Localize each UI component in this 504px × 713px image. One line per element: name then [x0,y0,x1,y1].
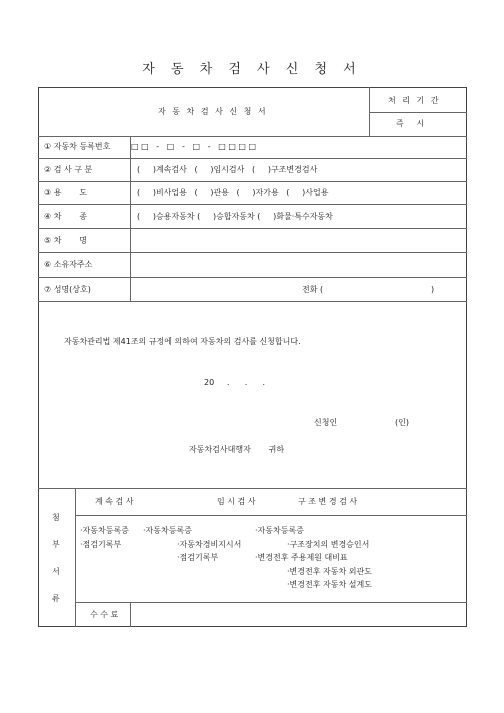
inspection-type-label: ② 검 사 구 분 [44,165,93,174]
continuous-item: ·점검기록부 [80,540,122,549]
col-structural-header: 구 조 변 경 검 사 [298,497,358,506]
temporary-item: ·자동차등록증 [143,526,192,535]
structural-item: ·변경전후 자동차 설계도 [287,580,372,589]
vehicle-kind-label: ④ 차 종 [44,212,87,221]
fee-line [75,602,467,603]
owner-address-label: ⑥ 소유자주소 [44,260,93,269]
col-temporary-header: 임 시 검 사 [217,497,256,506]
row-line [38,277,467,278]
attachments-side-divider [75,488,76,627]
vehicle-kind-value: ( )승용자동차 ( )승합자동차 ( )화물·특수자동차 [137,212,333,221]
row-line [38,301,467,302]
owner-name-label: ⑦ 성명(상호) [44,285,91,294]
fee-divider [130,602,131,627]
row-line [38,252,467,253]
structural-item: ·변경전후 자동차 외관도 [287,567,372,576]
reg-number-label: ① 자동차 등록번호 [44,142,111,151]
phone-label: 전화 ( [302,285,324,294]
reg-number-value: □ □ - □ - □ - □ □ □ □ [131,142,257,151]
row-line [38,158,467,159]
header-title: 자 동 차 검 사 신 청 서 [158,107,268,116]
seal-label: (인) [395,418,409,427]
processing-period-label: 처 리 기 간 [388,96,441,105]
application-statement: 자동차관리법 제41조의 규정에 의하여 자동차의 검사를 신청합니다. [64,337,301,346]
processing-period-value: 즉 시 [396,119,425,128]
structural-item: ·구조장치의 변경승인서 [287,540,370,549]
vehicle-name-label: ⑤ 차 명 [44,236,87,245]
structural-item: ·자동차등록증 [255,526,304,535]
usage-value: ( )비사업용 ( )관용 ( )자가용 ( )사업용 [137,188,329,197]
attachments-top-line [38,488,467,489]
temporary-item: ·점검기록부 [177,553,219,562]
attach-side-4: 류 [52,594,60,603]
phone-close: ) [431,285,435,294]
label-divider [130,136,131,301]
row-line [38,204,467,205]
fee-label: 수 수 료 [90,610,119,619]
row-line [38,181,467,182]
applicant-label: 신청인 [314,418,338,427]
application-date: 20 . . . [204,378,266,387]
recipient: 자동차검사대행자 귀하 [189,445,285,454]
structural-item: ·변경전후 주용제원 대비표 [255,553,348,562]
attach-side-1: 첨 [52,513,60,522]
attach-side-2: 부 [52,540,60,549]
col-continuous-header: 계 속 검 사 [95,497,134,506]
usage-label: ③ 용 도 [44,188,87,197]
form-title: 자 동 차 검 사 신 청 서 [142,62,362,77]
header-divider-h [369,112,467,113]
attach-side-3: 서 [52,567,60,576]
row-line [38,136,467,137]
inspection-type-value: ( )계속검사 ( )임시검사 ( )구조변경검사 [137,165,318,174]
continuous-item: ·자동차등록증 [80,526,129,535]
row-line [38,228,467,229]
attachments-header-line [75,515,467,516]
temporary-item: ·자동차경비지시서 [177,540,242,549]
